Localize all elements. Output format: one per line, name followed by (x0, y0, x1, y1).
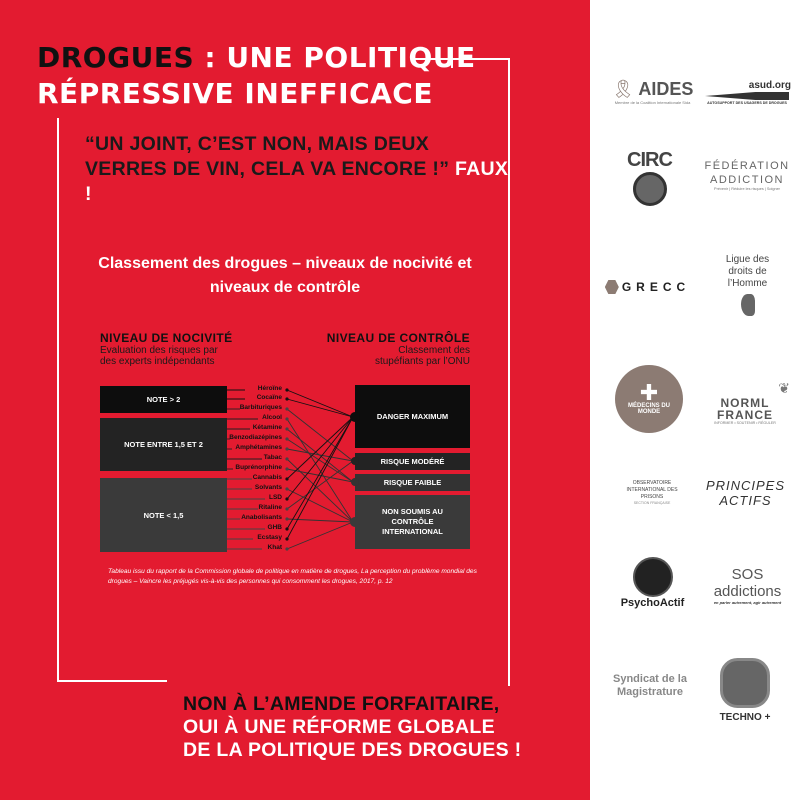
control-header-sub: Classement des stupéfiants par l’ONU (374, 345, 470, 367)
drug-label: Buprénorphine (235, 464, 282, 471)
logo-medecins-du-monde (615, 365, 683, 433)
control-danger-max-label: DANGER MAXIMUM (376, 411, 449, 421)
logo-grecc (605, 262, 690, 312)
logo-asud (703, 75, 791, 110)
drug-label: LSD (269, 494, 282, 501)
chart-source-note: Tableau issu du rapport de la Commission globale de politique en matière de drogues, La perception du problème mondial des drogues – Vaincre les préjugés vis-à-vis des personnes qui consomment les drogues, 2017, p. 12 (108, 568, 477, 585)
logo-grecc-name: GRECC (621, 280, 691, 294)
logo-principes-actifs (703, 475, 788, 510)
drug-label: Alcool (262, 414, 282, 421)
drug-label: GHB (267, 524, 282, 531)
logo-federation-addiction (703, 155, 791, 195)
mushroom-icon (633, 557, 673, 597)
footer-line1: NON À L’AMENDE FORFAITAIRE, (183, 693, 500, 715)
headline-drogues: DROGUES (37, 41, 195, 74)
logo-techno-plus (710, 650, 780, 730)
logo-oip-name: OBSERVATOIRE INTERNATIONAL DES PRISONS (626, 480, 678, 500)
logo-technoplus-name: TECHNO + (719, 711, 771, 723)
leaf-icon: ❦ (778, 380, 790, 396)
logo-psychoactif-name: PsychoActif (620, 596, 685, 609)
drug-label: Héroïne (257, 385, 282, 392)
drug-labels (180, 385, 282, 555)
drug-label: Benzodiazépines (229, 434, 282, 441)
harm-header-title: NIVEAU DE NOCIVITÉ (100, 331, 233, 345)
headline-line1: : UNE POLITIQUE (194, 41, 476, 74)
harm-box-mid-label: NOTE ENTRE 1,5 ET 2 (124, 440, 203, 449)
headline-line2: RÉPRESSIVE INEFFICACE (37, 77, 433, 110)
logo-sos-addictions (705, 560, 790, 610)
logo-aides-name: AIDES (638, 79, 694, 99)
chart-title: Classement des drogues – niveaux de nocivité et niveaux de contrôle (98, 255, 472, 296)
drug-label: Tabac (263, 454, 282, 461)
logo-aides-sub: Membre de la Coalition Internationale Sida (614, 100, 691, 105)
control-header-title: NIVEAU DE CONTRÔLE (326, 331, 470, 345)
harm-header-sub: Evaluation des risques par des experts indépendants (100, 345, 218, 367)
drug-label: Solvants (254, 484, 282, 491)
logo-sos-sub: en parler autrement, agir autrement (713, 599, 782, 605)
logo-sos-name: SOS addictions (713, 565, 782, 600)
profile-icon (741, 294, 755, 316)
logo-fa-sub: Prévenir | Réduire les risques | Soigner (714, 187, 780, 191)
logo-mdm-name: MÉDECINS DU MONDE (627, 403, 670, 415)
ribbon-icon: 🎗︎ (611, 79, 635, 99)
drug-label: Cocaïne (256, 394, 282, 401)
logo-psychoactif (615, 545, 690, 620)
drug-label: Anabolisants (241, 514, 282, 521)
logo-circ-name: CIRC (627, 149, 672, 171)
drug-label: Cannabis (252, 474, 282, 481)
logo-ldh (710, 250, 785, 320)
drug-label: Amphétamines (235, 444, 282, 451)
logo-pa-name: PRINCIPES ACTIFS (705, 477, 786, 508)
clown-icon (633, 172, 667, 206)
footer-slogan (183, 693, 521, 762)
logo-aides (610, 72, 695, 112)
footer-line3: DE LA POLITIQUE DES DROGUES ! (183, 739, 522, 761)
logo-ldh-name: Ligue des droits de l’Homme (725, 254, 770, 289)
drug-label: Khat (267, 544, 282, 551)
drug-label: Ecstasy (257, 534, 282, 541)
quote-verdict: FAUX ! (85, 158, 509, 205)
control-low-label: RISQUE FAIBLE (383, 477, 442, 487)
logo-oip (612, 475, 692, 510)
logo-norml-sub: INFORMER • SOUTENIR • RÉGULER (714, 421, 776, 425)
logo-oip-sub: SECTION FRANÇAISE (633, 501, 671, 505)
quote-text: “UN JOINT, C’EST NON, MAIS DEUX VERRES DE VIN, CELA VA ENCORE !” (85, 133, 450, 180)
control-moderate-label: RISQUE MODÉRÉ (380, 456, 445, 466)
logo-asud-name: asud.org (748, 80, 791, 91)
logo-circ (612, 145, 687, 210)
logo-sm-name: Syndicat de la Magistrature (613, 673, 687, 698)
footer-line2: OUI À UNE RÉFORME GLOBALE (183, 716, 495, 738)
control-uncontrolled-label: NON SOUMIS AU CONTRÔLE INTERNATIONAL (382, 507, 443, 536)
harm-box-high-label: NOTE > 2 (146, 395, 181, 404)
cross-icon: ✚ (639, 380, 659, 405)
syringe-icon (705, 91, 789, 101)
drug-label: Ritaline (258, 504, 282, 511)
logo-fa-name: FÉDÉRATION ADDICTION (704, 160, 790, 186)
techno-plus-icon (720, 658, 770, 708)
drug-label: Barbituriques (239, 404, 282, 411)
drug-label: Kétamine (252, 424, 282, 431)
logo-norml-france (700, 375, 790, 430)
harm-box-low-label: NOTE < 1,5 (143, 510, 184, 520)
logo-syndicat-magistrature (605, 668, 695, 704)
hexagon-icon (605, 280, 619, 294)
logo-asud-sub: AUTOSUPPORT DES USAGERS DE DROGUES (707, 101, 787, 105)
logo-norml-name: NORML FRANCE (717, 396, 773, 422)
